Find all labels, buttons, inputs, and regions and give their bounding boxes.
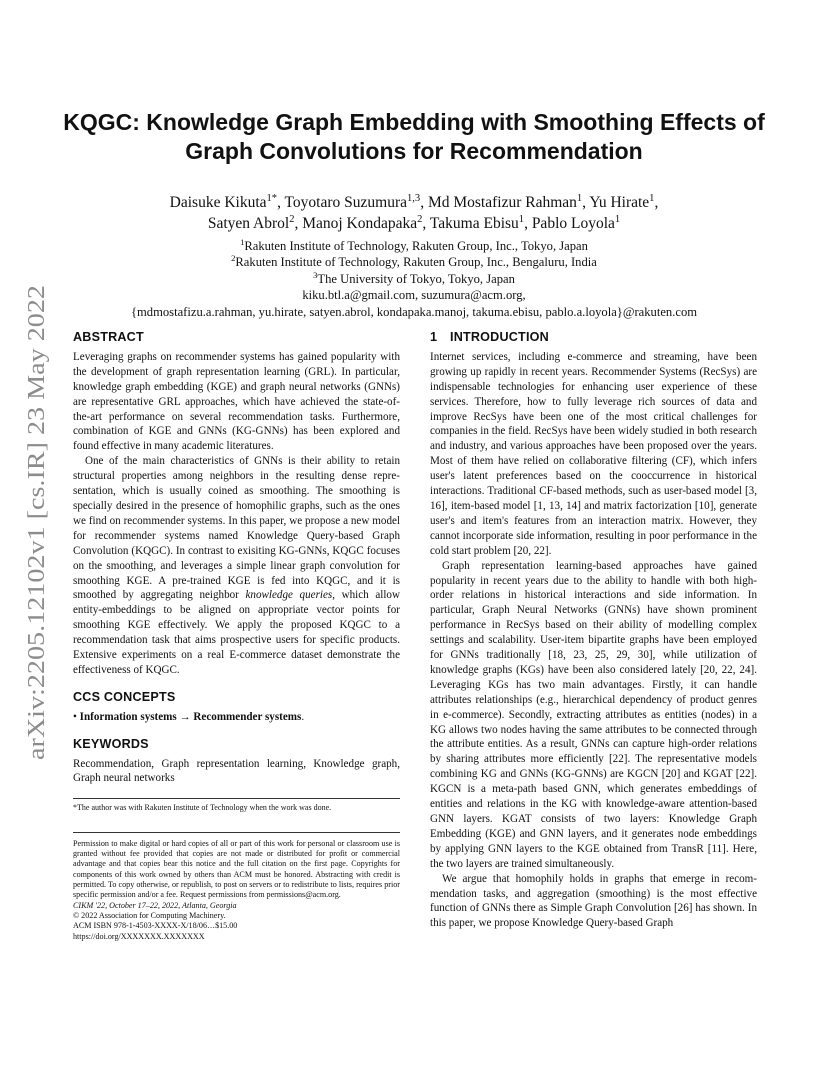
affiliation-line: $^3$The University of Tokyo, Tokyo, Japan (313, 269, 515, 286)
author-affiliation-mark: 2 (417, 213, 423, 225)
author-affiliation-mark: 1 (649, 192, 655, 204)
affiliation-line: $^1$Rakuten Institute of Technology, Rakuten Group, Inc., Tokyo, Japan (240, 236, 588, 253)
keywords-text: Recommendation, Graph representation learning, Knowledge graph, Graph neural networks (73, 757, 400, 785)
introduction-paragraph: Graph representation learning-based approaches have gained popularity in recent years due to the ability to handle with both high-order relations in historical interactions and side information. In particular, Graph Neural Networks (GNNs) have shown prominent performance in RecSys based on their ability of modelling complex settings and scalability. User-item bipartite graphs have been employed for GNNs traditionally [18, 23, 25, 29, 30], while utilization of knowledge graphs (KGs) have been also considered lately [20, 22, 24]. Leveraging KGs has two main advantages. Firstly, it can handle attributes relationships (e.g., hierarchical dependency of product genres in e-commerce). Secondly, extracting attributes as entities (nodes) in a KG allows two nodes having the same attributes to be connected through the attribute entities. As a result, GNNs can capture high-order relations by sharing attributes more efficiently [22]. The representative models combining KG and GNNs (KG-GNNs) are KGCN [20] and KGAT [22]. KGCN is a meta-path based GNN, which generates embeddings of entities and relations in the KG with knowledge-aware attention-based GNN layers. KGAT consists of two layers: Knowledge Graph Embedding (KGE) and GNN layers, and it generates node embeddings by applying GNN layers to the KGE obtained from TransR [11]. Here, the two layers are trained simultaneously. (430, 559, 757, 870)
left-column (73, 330, 400, 942)
author-name: Md Mostafizur Rahman (427, 194, 577, 211)
author-affiliation-mark: 1 (614, 213, 621, 225)
doi-link[interactable]: https://doi.org/XXXXXXX.XXXXXXX (73, 931, 205, 941)
ccs-concepts-heading: CCS CONCEPTS (73, 689, 176, 704)
abstract-heading: ABSTRACT (73, 330, 144, 344)
introduction-paragraph: Internet services, including e-commerce and streaming, have been growing up rapidly in recent years. Recommender Systems (RecSys) are indispensable technologies for enhancing user experience of these services. Therefore, how to fully leverage rich sources of data and improve RecSys have been one of the most critical challenges for companies in the field. RecSys have been widely studied in both research and industry, and various approaches have been proposed over the years. Most of them have relied on collaborative filtering (CF), which infers user's latent preferences based on the cooccurrence in historical interactions. Traditional CF-based methods, such as user-based model [3, 16], item-based model [1, 13, 14] and matrix factorization [10], generate user's and item's features from an interaction matrix. However, they cannot incorporate side information, resulting in poor performance in the cold start problem [20, 22]. (430, 350, 757, 557)
conference-info: CIKM '22, October 17–22, 2022, Atlanta, Georgia (73, 900, 237, 910)
paper-title (60, 108, 768, 166)
arxiv-identifier-text: arXiv:2205.12102v1 [cs.IR] 23 May 2022 (24, 354, 50, 760)
email-line: {mdmostafizu.a.rahman, yu.hirate, satyen.abrol, kondapaka.manoj, takuma.ebisu, pablo.a.loyola}@rakuten.com (130, 304, 698, 319)
author-affiliation-mark: 1* (266, 192, 278, 204)
author-name: Pablo Loyola (531, 215, 615, 232)
author-name: Yu Hirate (589, 194, 650, 211)
abstract-paragraph: One of the main characteristics of GNNs is their ability to retain structural properties among neighbors in the resulting dense representation, which is usually coined as smoothing. The smoothing is specially desired in the presence of homophilic graphs, such as the ones we find on recommender systems. In this paper, we propose a new model for recommender systems named Knowledge Query-based Graph Convolution (KQGC). In contrast to exisiting KG-GNNs, KQGC focuses on the smoothing, and leverages a simple linear graph convolution for smoothing KGE. A pre-trained KGE is fed into KQGC, and it is smoothed by aggregating neighbor knowledge queries, which allow entity-embeddings to be aligned on appropriate vector points for smoothing KGE effectively. We apply the proposed KQGC to a recommendation task that aims prospective users for specific products. Extensive experiments on a real E-commerce dataset demonstrate the effectiveness of KQGC. (73, 455, 400, 676)
affiliation-block (72, 238, 756, 320)
copyright-line: © 2022 Association for Computing Machinery. (73, 910, 226, 920)
author-affiliation-mark: 1,3 (407, 192, 421, 204)
affiliation-line: $^2$Rakuten Institute of Technology, Rakuten Group, Inc., Bengaluru, India (231, 253, 597, 270)
author-footnote: *The author was with Rakuten Institute of Technology when the work was done. (73, 803, 332, 813)
author-affiliation-mark: 1 (576, 192, 583, 204)
introduction-paragraph: We argue that homophily holds in graphs that emerge in recommendation tasks, and aggregation (smoothing) is the most effective function of GNNs there as Simple Graph Convolution [26] has shown. In this paper, we propose Knowledge Query-based Graph (430, 872, 757, 930)
italic-term: knowledge queries (245, 589, 333, 602)
author-name: Takuma Ebisu (429, 215, 519, 232)
author-list: Daisuke Kikuta$^{1*}$, Toyotaro Suzumura$^{1,3}$, Md Mostafizur Rahman$^1$, Yu Hirate$^1$, Satyen Abrol$^2$, Manoj Kondapaka$^2$, Takuma Ebisu$^1$, Pablo Loyola$^1$ (169, 192, 659, 232)
author-name: Daisuke Kikuta (169, 194, 267, 211)
permission-notice: Permission to make digital or hard copies of all or part of this work for personal or classroom use is granted without fee provided that copies are not made or distributed for profit or commercial advantage and that copies bear this notice and the full citation on the first page. Copyrights for components of this work owned by others than ACM must be honored. Abstracting with credit is permitted. To copy otherwise, or republish, to post on servers or to redistribute to lists, requires prior specific permission and/or a fee. Request permissions from permissions@acm.org. (73, 838, 400, 900)
permission-divider (73, 832, 400, 833)
paper-title-line1: KQGC: Knowledge Graph Embedding with Smoothing Effects of (63, 109, 765, 135)
author-name: Toyotaro Suzumura (284, 194, 408, 211)
paper-title-line2: Graph Convolutions for Recommendation (185, 138, 643, 164)
author-affiliation-mark: 1 (518, 213, 525, 225)
isbn-line: ACM ISBN 978-1-4503-XXXX-X/18/06…$15.00 (73, 921, 238, 931)
right-column (430, 330, 757, 931)
email-line: kiku.btl.a@gmail.com, suzumura@acm.org, (302, 288, 526, 303)
footnote-divider (73, 798, 400, 799)
keywords-heading: KEYWORDS (73, 736, 149, 751)
introduction-heading: 1 INTRODUCTION (430, 330, 549, 344)
author-name: Satyen Abrol (207, 215, 290, 232)
abstract-paragraph: Leveraging graphs on recommender systems has gained popularity with the development of graph representation learning (GRL). In particular, knowledge graph embedding (KGE) and graph neural networks (GNNs) are representative GRL approaches, which have achieved the state-of-the-art performance on several recommendation tasks. Furthermore, combination of KGE and GNNs (KG-GNNs) has been explored and found effective in many academic literatures. (73, 350, 400, 453)
author-name: Manoj Kondapaka (302, 215, 418, 232)
ccs-concepts-line: • Information systems → Recommender systems. (73, 710, 305, 723)
arxiv-identifier-stamp (14, 285, 54, 760)
author-affiliation-mark: 2 (289, 213, 295, 225)
